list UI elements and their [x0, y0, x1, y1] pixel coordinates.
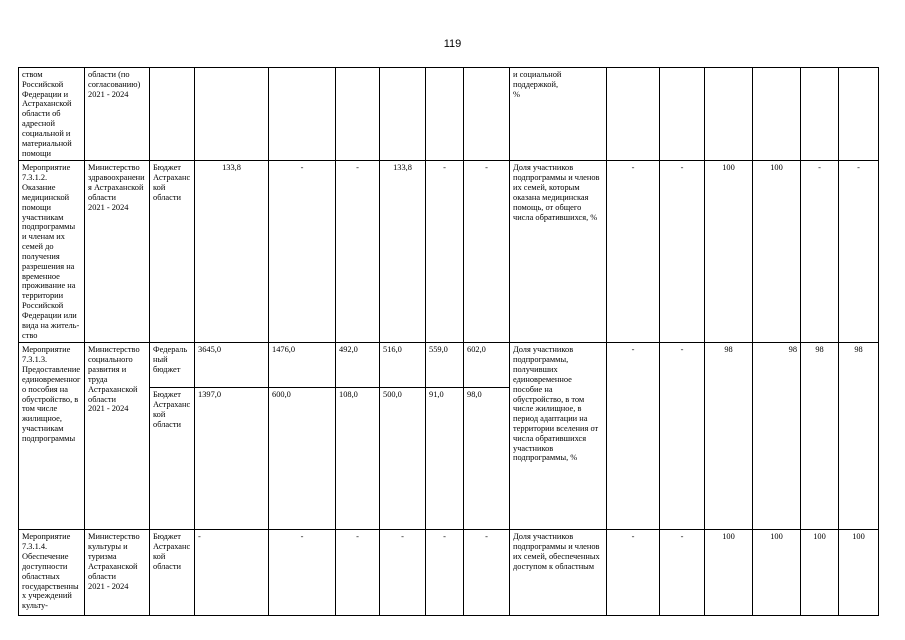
year-cell: 516,0: [380, 343, 426, 388]
source-cell: Бюджет Астраханской области: [150, 161, 195, 343]
year-cell: [336, 68, 380, 161]
total-cell: 3645,0: [195, 343, 269, 388]
value-cell: -: [660, 343, 705, 530]
value-cell: 98: [753, 343, 801, 530]
year-cell: 600,0: [269, 388, 336, 530]
value-cell: 98: [839, 343, 879, 530]
indicator-cell: и социальной поддержкой, %: [510, 68, 607, 161]
year-cell: [464, 68, 510, 161]
value-cell: [753, 68, 801, 161]
value-cell: 100: [839, 530, 879, 616]
value-cell: [607, 68, 660, 161]
value-cell: -: [801, 161, 839, 343]
year-cell: -: [269, 530, 336, 616]
indicator-cell: Доля участников подпрограммы и членов их семей, обеспеченных доступом к областным: [510, 530, 607, 616]
executor-cell: Министерство социального развития и труда Астраханской области 2021 - 2024: [85, 343, 150, 530]
value-cell: -: [839, 161, 879, 343]
year-cell: [269, 68, 336, 161]
event-cell: ством Российской Федерации и Астраханской области об адресной социальной и материальной помощи: [19, 68, 85, 161]
executor-cell: Министерство культуры и туризма Астраханской области 2021 - 2024: [85, 530, 150, 616]
table-row: [19, 530, 879, 616]
value-cell: 100: [705, 530, 753, 616]
year-cell: -: [269, 161, 336, 343]
value-cell: 100: [753, 530, 801, 616]
source-cell: Федеральный бюджет: [150, 343, 195, 388]
year-cell: 1476,0: [269, 343, 336, 388]
year-cell: -: [426, 161, 464, 343]
executor-cell: области (по согласованию) 2021 - 2024: [85, 68, 150, 161]
total-cell: [195, 68, 269, 161]
value-cell: [660, 68, 705, 161]
value-cell: 100: [753, 161, 801, 343]
value-cell: 100: [705, 161, 753, 343]
source-cell: [150, 68, 195, 161]
total-cell: -: [195, 530, 269, 616]
value-cell: 98: [801, 343, 839, 530]
value-cell: -: [660, 161, 705, 343]
page-number: 119: [443, 38, 462, 50]
event-cell: Мероприятие 7.3.1.3. Предоставление единовременного пособия на обустройство, в том числе жилищное, участникам подпрограммы: [19, 343, 85, 530]
year-cell: [426, 68, 464, 161]
year-cell: 108,0: [336, 388, 380, 530]
total-cell: 133,8: [195, 161, 269, 343]
executor-cell: Министерство здравоохранения Астраханской области 2021 - 2024: [85, 161, 150, 343]
event-cell: Мероприятие 7.3.1.2. Оказание медицинской помощи участникам подпрограммы и членам их семей до получения разрешения на временное проживание на территории Российской Федерации или вида на житель-ство: [19, 161, 85, 343]
value-cell: 98: [705, 343, 753, 530]
year-cell: -: [426, 530, 464, 616]
total-cell: 1397,0: [195, 388, 269, 530]
value-cell: [801, 68, 839, 161]
source-cell: Бюджет Астраханской области: [150, 388, 195, 530]
year-cell: 492,0: [336, 343, 380, 388]
table-row: [19, 343, 879, 388]
value-cell: -: [607, 161, 660, 343]
indicator-cell: Доля участников подпрограммы и членов их семей, которым оказана медицинская помощь, от общего числа обратившихся, %: [510, 161, 607, 343]
value-cell: -: [660, 530, 705, 616]
value-cell: -: [607, 530, 660, 616]
table-row: [19, 161, 879, 343]
year-cell: -: [464, 530, 510, 616]
year-cell: 602,0: [464, 343, 510, 388]
year-cell: 559,0: [426, 343, 464, 388]
source-cell: Бюджет Астраханской области: [150, 530, 195, 616]
year-cell: -: [464, 161, 510, 343]
year-cell: -: [336, 161, 380, 343]
year-cell: [380, 68, 426, 161]
year-cell: 98,0: [464, 388, 510, 530]
year-cell: 133,8: [380, 161, 426, 343]
value-cell: [705, 68, 753, 161]
table-row: [19, 68, 879, 161]
value-cell: 100: [801, 530, 839, 616]
event-cell: Мероприятие 7.3.1.4. Обеспечение доступности областных государственных учреждений культу-: [19, 530, 85, 616]
year-cell: 500,0: [380, 388, 426, 530]
program-table: [18, 67, 879, 616]
year-cell: -: [336, 530, 380, 616]
year-cell: 91,0: [426, 388, 464, 530]
value-cell: [839, 68, 879, 161]
indicator-cell: Доля участников подпрограммы, получивших единовременное пособие на обустройство, в том числе жилищное, в период адаптации на территории вселения от числа обратившихся участников подпрограммы, %: [510, 343, 607, 530]
year-cell: -: [380, 530, 426, 616]
value-cell: -: [607, 343, 660, 530]
